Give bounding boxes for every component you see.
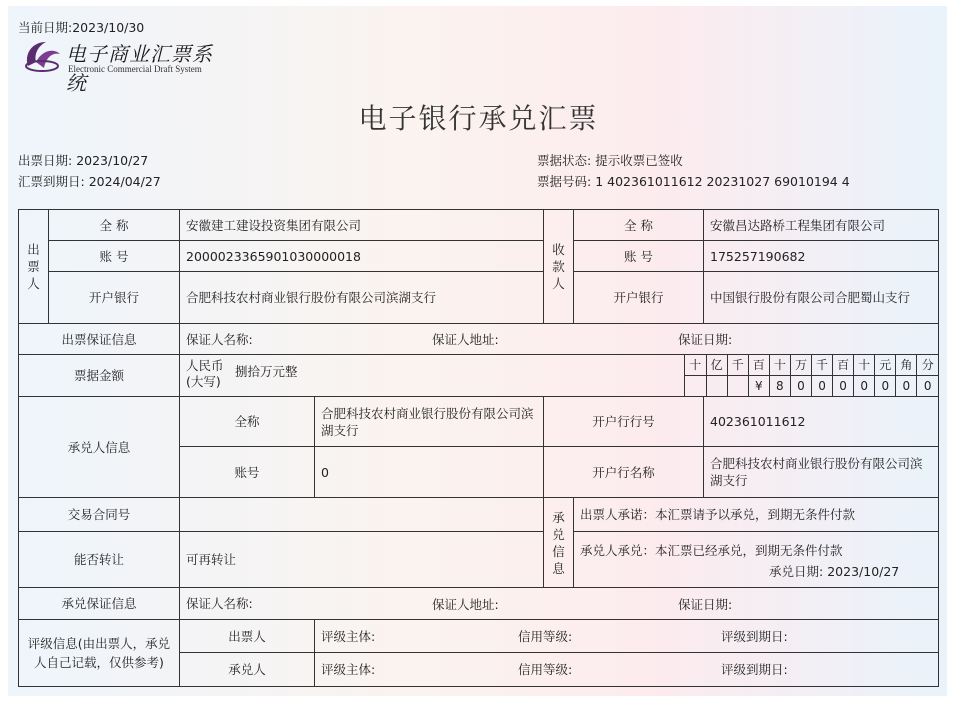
guarantee-date-label: 保证日期:: [678, 332, 733, 347]
amount-unit-cell: 百: [748, 355, 769, 376]
rating-acceptor-label: 承兑人: [180, 653, 315, 687]
amount-label: 票据金额: [19, 355, 180, 397]
drawer-group-label: 出票人: [19, 210, 49, 324]
amount-unit-cell: 角: [896, 355, 917, 376]
acceptor-name-label: 全称: [180, 397, 315, 447]
guarantee-info: [180, 324, 939, 355]
drawer-bank-label: 开户银行: [49, 272, 180, 324]
due-date: 汇票到期日: 2024/04/27: [18, 174, 161, 189]
logo-title-en: Electronic Commercial Draft System: [68, 64, 202, 74]
amount-unit-cell: 万: [790, 355, 811, 376]
amount-digit-cell: ¥: [748, 376, 769, 397]
acceptor-name: 合肥科技农村商业银行股份有限公司滨湖支行: [315, 397, 544, 447]
bill-number: 票据号码: 1 402361011612 20231027 69010194 4: [537, 174, 850, 189]
amount-digit-cell: 0: [811, 376, 832, 397]
amount-unit-cell: 十: [769, 355, 790, 376]
amount-unit-cell: 亿: [706, 355, 727, 376]
amount-unit-cell: 十: [854, 355, 875, 376]
amount-currency: 人民币 (大写): [186, 358, 224, 389]
accept-info-label: 承兑信息: [544, 498, 574, 588]
payee-account: 175257190682: [704, 241, 939, 272]
acceptor-account: 0: [315, 447, 544, 498]
amount-words: 捌拾万元整: [235, 364, 298, 379]
acceptor-label: 承兑人信息: [19, 397, 180, 498]
page-title: 电子银行承兑汇票: [358, 102, 599, 135]
amount-digit-cell: 0: [833, 376, 854, 397]
amount-digit-cell: 0: [917, 376, 938, 397]
acceptor-bank-name: 合肥科技农村商业银行股份有限公司滨湖支行: [704, 447, 939, 498]
accept-guarantee-label: 承兑保证信息: [19, 588, 180, 620]
payee-name-label: 全 称: [574, 210, 704, 241]
current-date: 当前日期:2023/10/30: [18, 20, 145, 35]
transfer-label: 能否转让: [19, 532, 180, 588]
logo-title-cn: 电子商业汇票系统: [66, 42, 213, 95]
amount-digit-cell: 0: [790, 376, 811, 397]
drawer-account: 2000023365901030000018: [180, 241, 544, 272]
ecds-logo-icon: [22, 36, 62, 76]
amount-digit-cell: [706, 376, 727, 397]
rating-acceptor-expiry-label: 评级到期日:: [721, 662, 788, 677]
drawer-name-label: 全 称: [49, 210, 180, 241]
guarantee-address-label: 保证人地址:: [432, 332, 499, 347]
accept-guarantee-name-label: 保证人名称:: [186, 596, 253, 611]
accept-guarantee-date-label: 保证日期:: [678, 597, 733, 612]
drawer-bank: 合肥科技农村商业银行股份有限公司滨湖支行: [180, 272, 544, 324]
payee-group-label: 收款人: [544, 210, 574, 324]
accept-guarantee-info: [180, 588, 939, 620]
transfer-value: 可再转让: [180, 532, 544, 588]
guarantee-name-label: 保证人名称:: [186, 331, 253, 347]
acceptor-promise-cell: [574, 532, 939, 588]
acceptor-promise: 承兑人承兑：本汇票已经承兑，到期无条件付款: [580, 543, 843, 558]
rating-label: 评级信息(由出票人，承兑人自己记载，仅供参考): [19, 620, 180, 687]
rating-drawer-subject-label: 评级主体:: [321, 628, 376, 644]
amount-digit-table: [685, 355, 938, 396]
contract-value: [180, 498, 544, 532]
amount-digit-cell: 0: [854, 376, 875, 397]
drawer-name: 安徽建工建设投资集团有限公司: [180, 210, 544, 241]
amount-digit-cell: 0: [896, 376, 917, 397]
rating-acceptor-subject-label: 评级主体:: [321, 662, 376, 677]
amount-unit-cell: 元: [875, 355, 896, 376]
amount-digit-cell: [685, 376, 706, 397]
amount-unit-cell: 十: [689, 358, 702, 372]
rating-acceptor-info: [315, 653, 939, 687]
acceptor-account-label: 账号: [180, 447, 315, 498]
rating-drawer-grade-label: 信用等级:: [518, 629, 573, 644]
payee-name: 安徽昌达路桥工程集团有限公司: [704, 210, 939, 241]
amount-unit-cell: 千: [811, 355, 832, 376]
amount-digit-cell: 0: [875, 376, 896, 397]
acceptor-bank-no: 402361011612: [704, 397, 939, 447]
amount-unit-cell: 分: [917, 355, 938, 376]
payee-bank-label: 开户银行: [574, 272, 704, 324]
rating-drawer-info: [315, 620, 939, 653]
bill-table: [18, 209, 939, 687]
acceptor-bank-name-label: 开户行名称: [544, 447, 704, 498]
amount-unit-cell: 千: [727, 355, 748, 376]
bill-status: 票据状态: 提示收票已签收: [537, 153, 683, 168]
drawer-account-label: 账 号: [49, 241, 180, 272]
amount-digit-grid: [684, 355, 938, 396]
rating-drawer-expiry-label: 评级到期日:: [721, 629, 788, 644]
guarantee-label: 出票保证信息: [19, 324, 180, 355]
payee-bank: 中国银行股份有限公司合肥蜀山支行: [704, 272, 939, 324]
accept-date: 承兑日期: 2023/10/27: [769, 564, 900, 579]
amount-words-cell: [180, 355, 939, 397]
rating-acceptor-grade-label: 信用等级:: [518, 662, 573, 677]
acceptor-bank-no-label: 开户行行号: [544, 397, 704, 447]
payee-account-label: 账 号: [574, 241, 704, 272]
amount-digit-cell: 8: [769, 376, 790, 397]
contract-label: 交易合同号: [19, 498, 180, 532]
amount-digit-cell: [727, 376, 748, 397]
rating-drawer-label: 出票人: [180, 620, 315, 653]
drawer-promise: 出票人承诺：本汇票请予以承兑，到期无条件付款: [574, 498, 939, 532]
ecds-logo: [22, 36, 232, 95]
issue-date: 出票日期: 2023/10/27: [18, 153, 149, 168]
amount-unit-cell: 百: [833, 355, 854, 376]
accept-guarantee-address-label: 保证人地址:: [432, 597, 499, 612]
